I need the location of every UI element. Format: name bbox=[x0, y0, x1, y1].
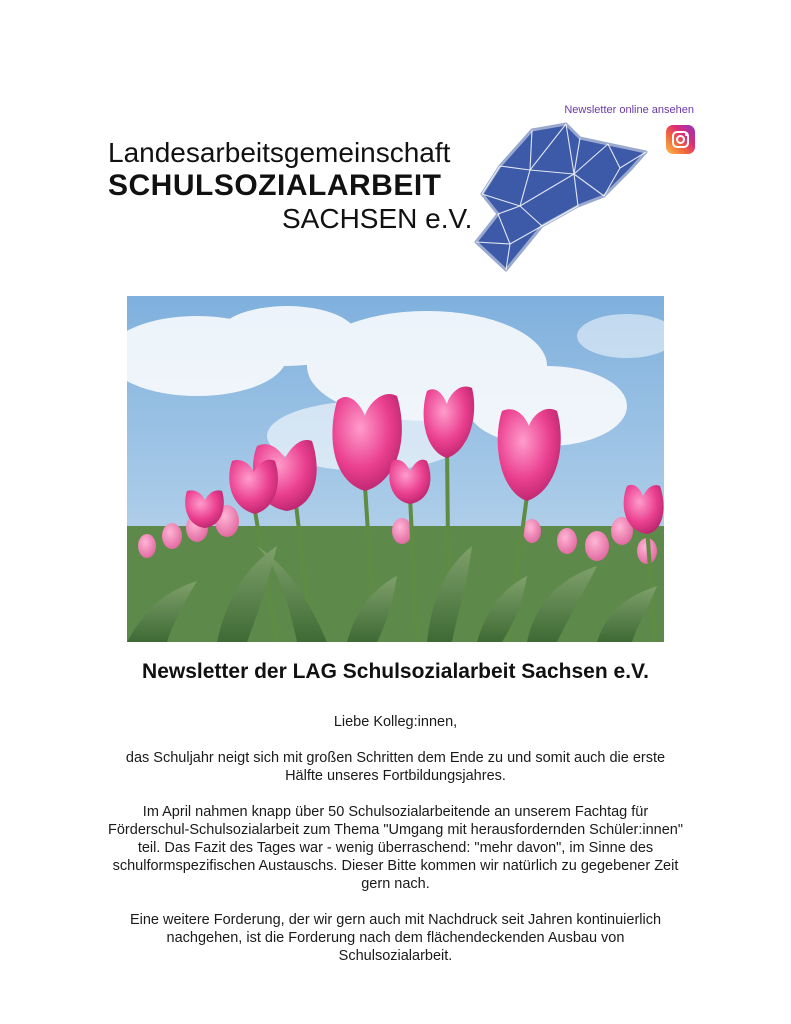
paragraph-1: das Schuljahr neigt sich mit großen Schritten dem Ende zu und somit auch die erste Hälfte unseres Fortbildungsjahres. bbox=[125, 750, 666, 784]
instagram-icon[interactable] bbox=[666, 125, 695, 154]
saxony-map-logo bbox=[470, 122, 655, 272]
logo-wordmark bbox=[108, 136, 472, 236]
logo-line-2: SCHULSOZIALARBEIT bbox=[108, 169, 442, 202]
newsletter-body bbox=[108, 713, 683, 983]
view-online-link[interactable]: Newsletter online ansehen bbox=[564, 104, 694, 116]
saxony-map-shape bbox=[476, 124, 646, 270]
instagram-dot bbox=[685, 133, 688, 136]
paragraph-3: Eine weitere Forderung, der wir gern auch mit Nachdruck seit Jahren kontinuierlich nachgehen, ist die Forderung nach dem flächendeckenden Ausbau von Schulsozialarbeit. bbox=[129, 912, 662, 964]
instagram-lens bbox=[676, 135, 685, 144]
paragraph-2: Im April nahmen knapp über 50 Schulsozialarbeitende an unserem Fachtag für Förderschul-Schulsozialarbeit zum Thema "Umgang mit herausfordernden Schüler:innen" teil. Das Fazit des Tages war - wenig überraschend: "mehr davon", im Sinne des schulformspezifischen Austauschs. Dieser Bitte kommen wir natürlich zu gegebener Zeit gern nach. bbox=[108, 804, 684, 892]
logo-line-1: Landesarbeitsgemeinschaft bbox=[108, 137, 451, 168]
logo-line-3: SACHSEN e.V. bbox=[282, 203, 473, 234]
greeting: Liebe Kolleg:innen, bbox=[333, 714, 458, 730]
newsletter-title: Newsletter der LAG Schulsozialarbeit Sachsen e.V. bbox=[142, 660, 649, 683]
hero-image-tulips bbox=[127, 296, 664, 642]
tulip-photo bbox=[127, 296, 664, 642]
